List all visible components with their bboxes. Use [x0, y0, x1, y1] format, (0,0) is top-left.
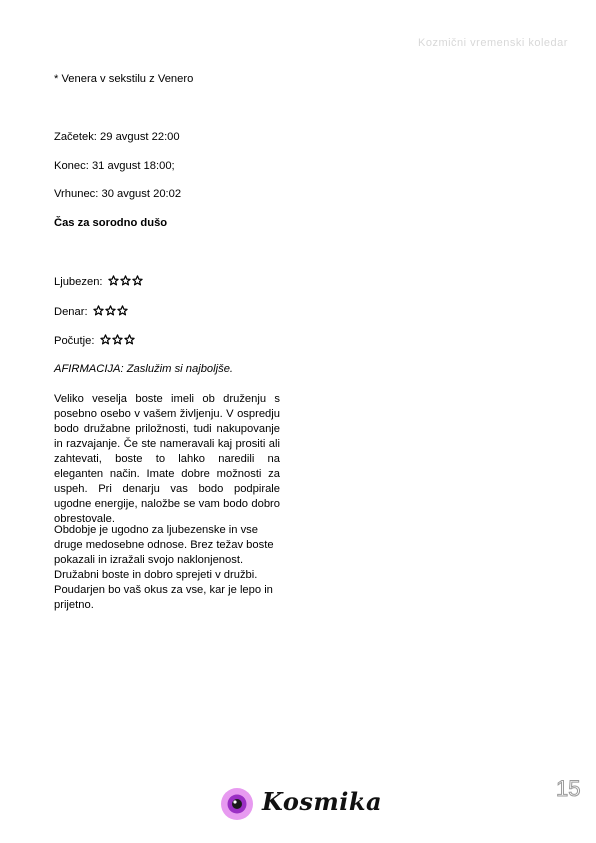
rating-label: Ljubezen:: [54, 276, 103, 288]
subtitle: Čas za sorodno dušo: [54, 217, 168, 229]
aspect-title: * Venera v sekstilu z Venero: [54, 73, 194, 85]
star-outline-icon: [120, 275, 131, 286]
paragraph-1: Veliko veselja boste imeli ob druženju s posebno osebo v vašem življenju. V ospredju bodo družabne priložnosti, tudi nakupovanje in razvajanje. Če ste nameravali kaj prositi ali zahtevati, boste to lahko naredili na eleganten način. Imate dobre možnosti za uspeh. Pri denarju vas bodo podpirale ugodne energije, naložbe se vam bodo dobro obrestovale.: [54, 393, 280, 525]
star-outline-icon: [100, 334, 111, 345]
rating-label: Denar:: [54, 306, 88, 318]
page-header: Kozmični vremenski koledar: [418, 37, 568, 49]
star-outline-icon: [112, 334, 123, 345]
rating-row-love: [54, 275, 144, 289]
end-time: Konec: 31 avgust 18:00;: [54, 160, 175, 172]
eye-logo-icon: [220, 787, 256, 821]
affirmation: AFIRMACIJA: Zaslužim si najboljše.: [54, 363, 234, 375]
page-number: 15: [556, 776, 581, 801]
star-outline-icon: [105, 305, 116, 316]
brand-name: Kosmika: [262, 787, 383, 816]
star-outline-icon: [93, 305, 104, 316]
rating-row-money: [54, 305, 129, 319]
star-outline-icon: [132, 275, 143, 286]
start-time: Začetek: 29 avgust 22:00: [54, 131, 180, 143]
logo-pupil: [232, 799, 242, 809]
rating-stars: [100, 334, 136, 348]
star-outline-icon: [108, 275, 119, 286]
rating-row-wellbeing: [54, 334, 136, 348]
star-outline-icon: [124, 334, 135, 345]
rating-stars: [93, 305, 129, 319]
rating-stars: [108, 275, 144, 289]
star-outline-icon: [117, 305, 128, 316]
rating-label: Počutje:: [54, 335, 95, 347]
paragraph-2: Obdobje je ugodno za ljubezenske in vse druge medosebne odnose. Brez težav boste pokazali in izražali svojo naklonjenost. Družabni boste in dobro sprejeti v družbi. Poudarjen bo vaš okus za vse, kar je lepo in prijetno.: [54, 524, 274, 611]
peak-time: Vrhunec: 30 avgust 20:02: [54, 188, 182, 200]
kosmika-logo: [220, 787, 383, 821]
